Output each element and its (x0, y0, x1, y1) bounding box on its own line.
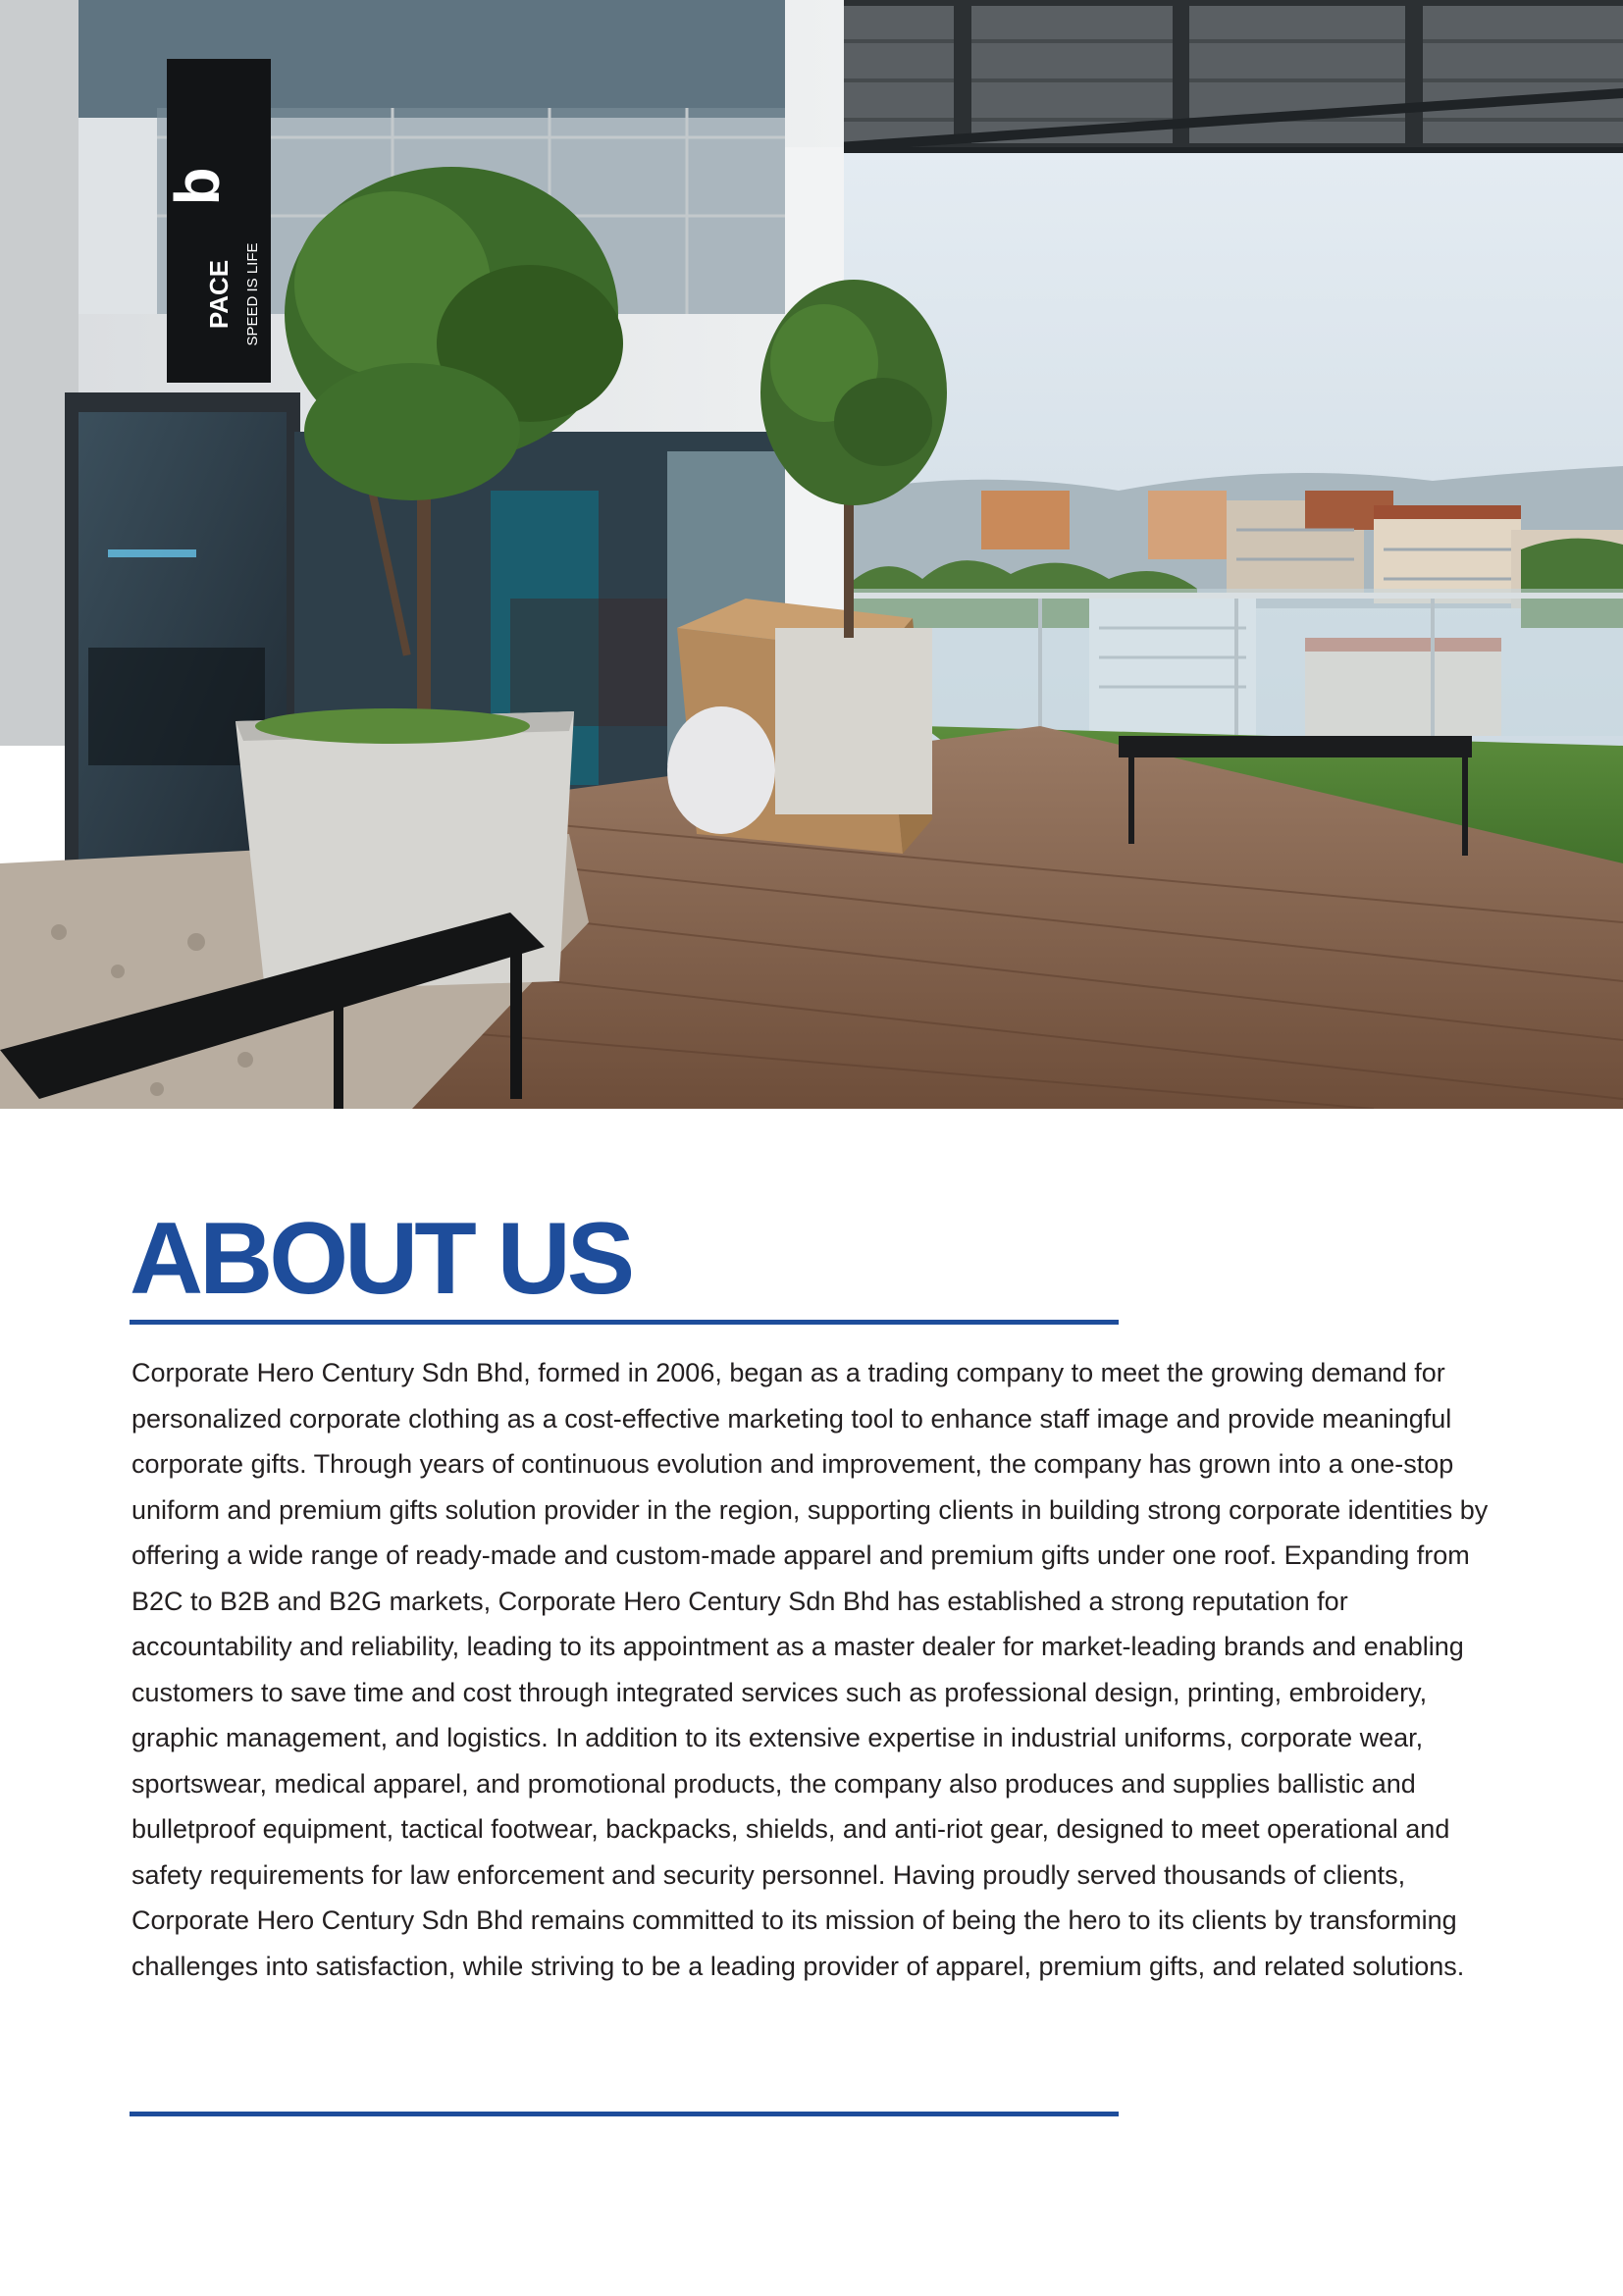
title-divider (130, 1320, 1119, 1325)
hero-photo (0, 0, 1623, 1109)
bottom-divider (130, 2112, 1119, 2116)
about-title: ABOUT US (130, 1202, 632, 1316)
sign-brand-text: PACE (204, 259, 234, 330)
hero-photo-illustration (0, 0, 1623, 1109)
about-body-text: Corporate Hero Century Sdn Bhd, formed in 2006, began as a trading company to meet the growing demand for personalized corporate clothing as a cost-effective marketing tool to enhance staff image and provide meaningful corporate gifts. Through years of continuous evolution and improvement, the company has grown into a one-stop uniform and premium gifts solution provider in the region, supporting clients in building strong corporate identities by offering a wide range of ready-made and custom-made apparel and premium gifts under one roof. Expanding from B2C to B2B and B2G markets, Corporate Hero Century Sdn Bhd has established a strong reputation for accountability and reliability, leading to its appointment as a master dealer for market-leading brands and enabling customers to save time and cost through integrated services such as professional design, printing, embroidery, graphic management, and logistics. In addition to its extensive expertise in industrial uniforms, corporate wear, sportswear, medical apparel, and promotional products, the company also produces and supplies ballistic and bulletproof equipment, tactical footwear, backpacks, shields, and anti-riot gear, designed to meet operational and safety requirements for law enforcement and security personnel. Having proudly served thousands of clients, Corporate Hero Century Sdn Bhd remains committed to its mission of being the hero to its clients by transforming challenges into satisfaction, while striving to be a leading provider of apparel, premium gifts, and related solutions. (131, 1358, 1489, 1981)
sign-tagline-text: SPEED IS LIFE (244, 242, 261, 346)
svg-text:b: b (162, 167, 233, 206)
